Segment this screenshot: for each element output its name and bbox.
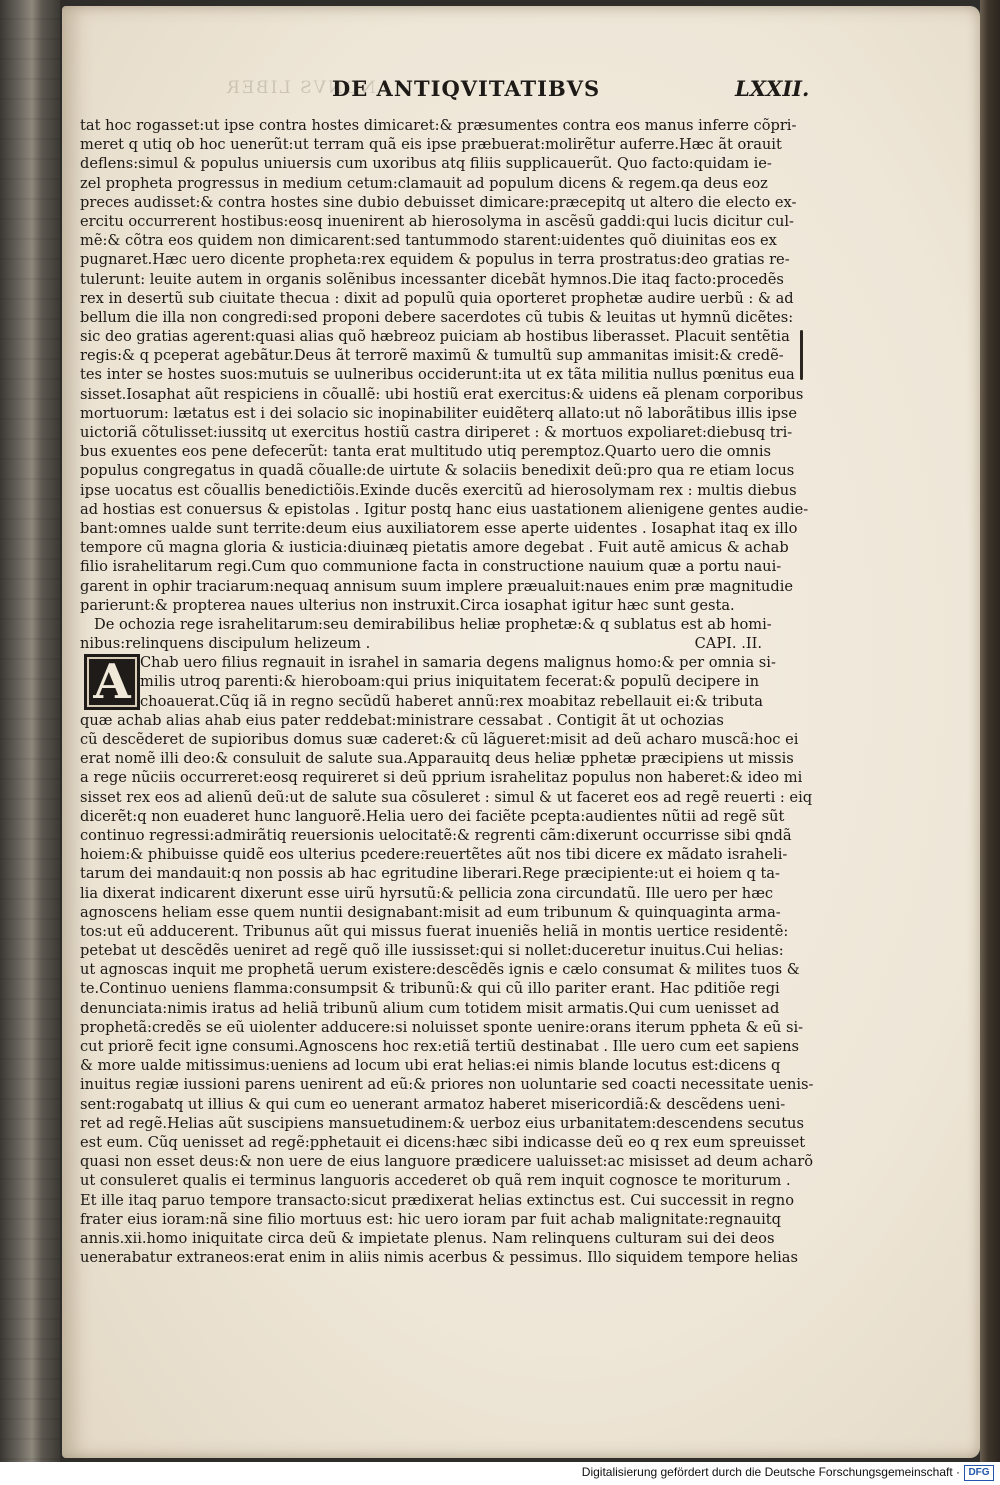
text-line: ret ad regẽ.Helias aũt suscipiens mansuetudinem:& uerboz eius urbanitatem:descendens secutus [80, 1114, 804, 1132]
text-line: zel propheta progressus in medium cetum:clamauit ad populum dicens & regem.qa deus eoz [80, 174, 768, 192]
text-line: sent:rogabatq ut illius & qui cum eo uenerant armatoz haberet misericordiã:& descẽdens ueni- [80, 1095, 786, 1113]
text-line: uictoriã cõtulisset:iussitq ut exercitus hostiũ castra diriperet : & mortuos expoliaret:diebusq tri- [80, 424, 793, 441]
text-line: mortuorum: lætatus est i dei solacio sic inopinabiliter euidẽterq allato:ut nõ laborãtibus illis ipse [80, 404, 797, 422]
text-line: dicerẽt:q non euaderet hunc languorẽ.Helia uero dei faciẽte pcepta:audientes nũtii ad regẽ sũt [80, 807, 785, 825]
text-line: petebat ut descẽdẽs ueniret ad regẽ quõ ille iussisset:qui si nollet:duceretur inuitus.Cui helias: [80, 942, 784, 960]
text-line: uenerabatur extraneos:erat enim in aliis nimis acerbus & pessimus. Illo siquidem tempore helias [80, 1249, 798, 1267]
text-block-1 [80, 116, 809, 615]
text-line: & more ualde mitissimus:ueniens ad locum ubi erat helias:ei nimis blande locutus est:dicens q [80, 1057, 781, 1075]
text-line: parierunt:& propterea naues ulterius non instruxit.Circa iosaphat igitur hæc sunt gesta. [80, 596, 735, 614]
book-edge-left [0, 0, 60, 1462]
text-line: erat nomẽ illi deo:& consuluit de salute sua.Apparauitq deus heliæ pphetæ præcipiens ut missis [80, 750, 794, 768]
text-line: hoiem:& phibuisse quidẽ eos ulterius pcedere:reuertẽtes aũt nos tibi dicere ex mãdato israheli- [80, 846, 788, 864]
text-line: inuitus regiæ iussioni parens uenirent ad eũ:& priores non uoluntarie sed coacti necessitate uenis- [80, 1076, 814, 1094]
text-line: populus congregatus in quadã cõualle:de uirtute & solaciis benedixit deũ:pro qua re etiam locus [80, 462, 795, 480]
footer-credit: Digitalisierung gefördert durch die Deutsche Forschungsgemeinschaft · [581, 1465, 960, 1479]
text-line: sisset.Iosaphat aũt respiciens in cõuallẽ: ubi hostiũ erat exercitus:& uidens eã plenam corporibus [80, 385, 804, 403]
text-line: choauerat.Cũq iã in regno secũdũ haberet annũ:rex moabitaz rebellauit ei:& tributa [140, 692, 763, 710]
text-line: filio israhelitarum regi.Cum quo communione facta in constructione nauium quæ a portu naui- [80, 558, 782, 576]
text-line: tat hoc rogasset:ut ipse contra hostes dimicaret:& præsumentes contra eos manus inferre cõpri- [80, 117, 797, 134]
text-line: tos:ut eũ adducerent. Tribunus aũt qui missus fuerat inueniẽs heliã in montis uertice residentẽ: [80, 922, 789, 940]
chapter-label: CAPI. .II. [694, 635, 762, 653]
text-line: lia dixerat indicarent dixerunt esse uirũ hyrsutũ:& pellicia zona circundatũ. Ille uero per hæc [80, 884, 774, 902]
text-line: bellum die illa non congredi:sed proponi debere sacerdotes cũ tubis & leuitas ut hymnũ dicẽtes: [80, 308, 794, 326]
text-line: agnoscens heliam esse quem nuntii designabant:misit ad eum tribunum & quinquaginta arma- [80, 903, 781, 921]
text-line: tes inter se hostes suos:mutuis se uulneribus occiderunt:ita ut ex tãta militia nullus pœnitus eua [80, 366, 795, 384]
text-line: bant:omnes ualde sunt territe:deum eius auxiliatorem esse aperte uidentes . Iosaphat itaq ex illo [80, 519, 798, 537]
text-line: ut consuleret qualis ei terminus languoris accederet ob quã rem inquit cognosce te moriturum . [80, 1172, 791, 1190]
text-line: te.Continuo ueniens flamma:consumpsit & tribunũ:& qui cũ illo pariter erant. Hac pditiõe regi [80, 980, 780, 998]
show-through-text: NONVS LIBER [225, 78, 376, 98]
footer-bar [0, 1462, 1000, 1485]
text-line: ercitu occurrerent hostibus:eosq inuenirent ab hierosolyma in ascẽsũ gaddi:qui lucis dicitur cul- [80, 212, 794, 230]
text-line: preces audisset:& contra hostes sine dubio debuisset dimicare:præcepitq ut altero die electo ex- [80, 193, 797, 211]
folio-number: LXXII. [735, 76, 810, 101]
chapter-heading-end: nibus:relinquens discipulum helizeum . [80, 635, 371, 653]
text-line: sisset rex eos ad alienũ deũ:ut de salute sua cõsuleret : simul & ut faceret eos ad regẽ reuerti : eiq [80, 788, 813, 806]
text-line: tarum dei mandauit:q non possis ab hac egritudine liberari.Rege præcipiente:ut ei hoiem q ta- [80, 865, 780, 883]
decorated-initial: A [84, 654, 140, 710]
text-line: garent in ophir traciarum:nequaq annisum suum implere præualuit:naues enim præ magnitudie [80, 577, 794, 595]
text-line: denunciata:nimis iratus ad heliã tribunũ alium cum totidem misit armatis.Qui cum uenisset ad [80, 999, 780, 1017]
text-line: prophetã:credẽs se eũ uiolenter adducere:si noluisset sponte uenire:orans iterum ppheta & eũ si- [80, 1018, 804, 1036]
text-line: annis.xii.homo iniquitate circa deũ & impietate plenus. Nam relinquens culturam sui dei deos [80, 1229, 775, 1247]
text-line: pugnaret.Hæc uero dicente propheta:rex equidem & populus in terra prostratus:deo gratias re- [80, 251, 790, 269]
text-line: quasi non esset deus:& non uere de eius languore prædicere ualuisset:ac misisset ad deum acharõ [80, 1153, 814, 1171]
text-line: mẽ:& cõtra eos quidem non dimicarent:sed tantummodo starent:uidentes quõ diuinitas eos ex [80, 232, 777, 250]
text-block-initial [80, 653, 802, 711]
text-line: cut priorẽ fecit igne consumi.Agnoscens hoc rex:etiã tertiũ destinabat . Ille uero cum eet sapiens [80, 1038, 800, 1055]
text-line: ut agnoscas inquit me prophetã uerum existere:descẽdẽs ignis e cælo consumat & milites tuos & [80, 961, 800, 979]
book-edge-right [980, 0, 1000, 1462]
text-line: continuo regressi:admirãtiq reuersionis uelocitatẽ:& regrenti cãm:dixerunt occurrisse sibi qndã [80, 826, 792, 844]
chapter-label-line [80, 634, 802, 653]
text-line: meret q utiq ob hoc uenerũt:ut terram quã eis ipse præbuerat:molirẽtur auferre.Hæc ãt orauit [80, 136, 782, 154]
text-line: deflens:simul & populus uniuersis cum uxoribus atq filiis supplicauerũt. Quo facto:quidam ie- [80, 155, 772, 173]
text-line: tempore cũ magna gloria & iusticia:diuinæq pietatis amore degebat . Fuit autẽ amicus & achab [80, 539, 789, 557]
text-line: quæ achab alias ahab eius pater reddebat:ministrare cessabat . Contigit ãt ut ochozias [80, 711, 724, 729]
text-line: frater eius ioram:nã sine filio mortuus est: hic uero ioram par fuit achab malignitate:regnauitq [80, 1210, 782, 1228]
text-line: milis utroq parenti:& hieroboam:qui prius iniquitatem fecerat:& populũ decipere in [140, 673, 760, 691]
dfg-logo: DFG [964, 1465, 994, 1481]
text-line: Chab uero filius regnauit in israhel in samaria degens malignus homo:& per omnia si- [140, 654, 776, 672]
body-text [80, 116, 814, 1267]
page-title: DE ANTIQVITATIBVS [332, 76, 601, 101]
text-line: est eum. Cũq uenisset ad regẽ:pphetauit ei dicens:hæc sibi indicasse deũ eo q rex eum spreuisset [80, 1133, 806, 1151]
text-line: a rege nũciis occurreret:eosq requireret si deũ pprium israhelitaz populus non haberet:& ideo mi [80, 769, 803, 787]
text-line: rex in desertũ sub ciuitate thecua : dixit ad populũ quia oporteret prophetæ audire uerbũ : & ad [80, 289, 794, 307]
text-line: cũ descẽderet de supioribus domus suæ caderet:& cũ lãgueret:misit ad deũ acharo muscã:hoc ei [80, 731, 799, 748]
running-head [140, 76, 820, 110]
text-line: tulerunt: leuite autem in organis solẽnibus incessanter dicebãt hymnos.Die itaq facto:procedẽs [80, 270, 784, 288]
text-line: ad hostias est conuersus & epistolas . Igitur postq hanc eius uastationem alienigene gentes audie- [80, 500, 809, 518]
text-line: ipse uocatus est cõuallis benedictiõis.Exinde ducẽs exercitũ ad hierosolymam rex : multis diebus [80, 481, 797, 499]
text-line: Et ille itaq paruo tempore transacto:sicut prædixerat helias extinctus est. Cui successit in regno [80, 1191, 794, 1209]
text-line: bus exuentes eos pene defecerũt: tanta erat multitudo utiq peremptoz.Quarto uero die omnis [80, 443, 771, 461]
chapter-heading: De ochozia rege israhelitarum:seu demirabilibus heliæ prophetæ:& q sublatus est ab homi- [94, 615, 772, 633]
text-line: sic deo gratias agerent:quasi alias quõ hæbreoz puiciam ab hostibus liberasset. Placuit sentẽtia [80, 328, 790, 346]
text-block-2 [80, 711, 814, 1267]
text-line: regis:& q pceperat agebãtur.Deus ãt terrorẽ maximũ & tumultũ sup ammanitas imisit:& credẽ- [80, 347, 784, 365]
